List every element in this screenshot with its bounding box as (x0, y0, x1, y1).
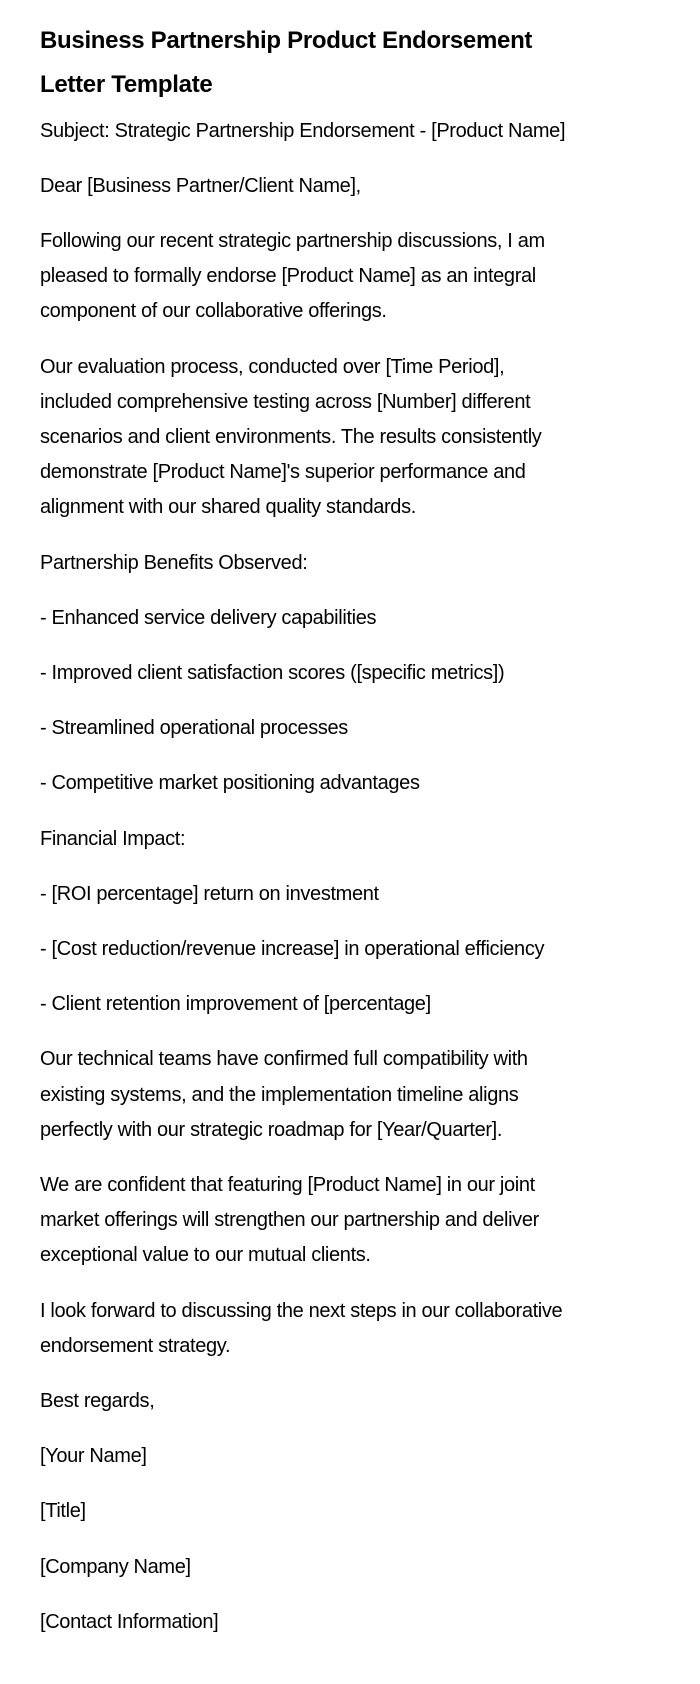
technical-paragraph (40, 1042, 660, 1148)
benefit-item-text: - Improved client satisfaction scores ([specific metrics]) (40, 661, 505, 684)
benefits-heading-text: Partnership Benefits Observed: (40, 551, 308, 574)
benefit-item (40, 766, 660, 801)
intro-line: pleased to formally endorse [Product Name] as an integral (40, 265, 536, 288)
sign-off-text: Best regards, (40, 1389, 155, 1412)
signature-company (40, 1550, 660, 1585)
evaluation-line: demonstrate [Product Name]'s superior performance and (40, 461, 526, 484)
benefit-item-text: - Competitive market positioning advantages (40, 772, 420, 795)
confidence-paragraph (40, 1168, 660, 1274)
evaluation-line: scenarios and client environments. The results consistently (40, 425, 542, 448)
salutation-text: Dear [Business Partner/Client Name], (40, 174, 361, 197)
benefit-item (40, 601, 660, 636)
financial-heading-text: Financial Impact: (40, 827, 186, 850)
evaluation-paragraph (40, 350, 660, 526)
financial-item-text: - [ROI percentage] return on investment (40, 882, 379, 905)
confidence-line: exceptional value to our mutual clients. (40, 1244, 371, 1267)
sign-off (40, 1384, 660, 1419)
financial-heading (40, 822, 660, 857)
technical-line: Our technical teams have confirmed full compatibility with (40, 1048, 528, 1071)
salutation (40, 169, 660, 204)
technical-line: existing systems, and the implementation timeline aligns (40, 1083, 519, 1106)
intro-paragraph (40, 224, 660, 330)
benefits-heading (40, 546, 660, 581)
title-line-1: Business Partnership Product Endorsement (40, 27, 533, 54)
closing-line: endorsement strategy. (40, 1334, 231, 1357)
financial-item (40, 987, 660, 1022)
signature-name-text: [Your Name] (40, 1445, 147, 1468)
evaluation-line: alignment with our shared quality standards. (40, 496, 416, 519)
benefit-item (40, 711, 660, 746)
signature-company-text: [Company Name] (40, 1555, 191, 1578)
closing-paragraph (40, 1294, 660, 1364)
benefit-item-text: - Streamlined operational processes (40, 717, 348, 740)
subject-line (40, 114, 660, 149)
signature-contact-text: [Contact Information] (40, 1610, 219, 1633)
title-line-2: Letter Template (40, 71, 213, 98)
financial-item-text: - [Cost reduction/revenue increase] in operational efficiency (40, 937, 545, 960)
intro-line: Following our recent strategic partnership discussions, I am (40, 229, 545, 252)
intro-line: component of our collaborative offerings. (40, 300, 387, 323)
signature-title-text: [Title] (40, 1500, 86, 1523)
benefit-item-text: - Enhanced service delivery capabilities (40, 606, 377, 629)
signature-name (40, 1439, 660, 1474)
subject-text: Subject: Strategic Partnership Endorsement - [Product Name] (40, 119, 566, 142)
financial-item (40, 932, 660, 967)
evaluation-line: included comprehensive testing across [Number] different (40, 390, 531, 413)
confidence-line: market offerings will strengthen our partnership and deliver (40, 1209, 539, 1232)
technical-line: perfectly with our strategic roadmap for [Year/Quarter]. (40, 1118, 503, 1141)
closing-line: I look forward to discussing the next steps in our collaborative (40, 1299, 563, 1322)
financial-item-text: - Client retention improvement of [percentage] (40, 993, 431, 1016)
signature-contact (40, 1605, 660, 1640)
document-title (40, 19, 660, 107)
benefit-item (40, 656, 660, 691)
confidence-line: We are confident that featuring [Product Name] in our joint (40, 1173, 535, 1196)
evaluation-line: Our evaluation process, conducted over [Time Period], (40, 355, 505, 378)
financial-item (40, 877, 660, 912)
signature-title (40, 1494, 660, 1529)
